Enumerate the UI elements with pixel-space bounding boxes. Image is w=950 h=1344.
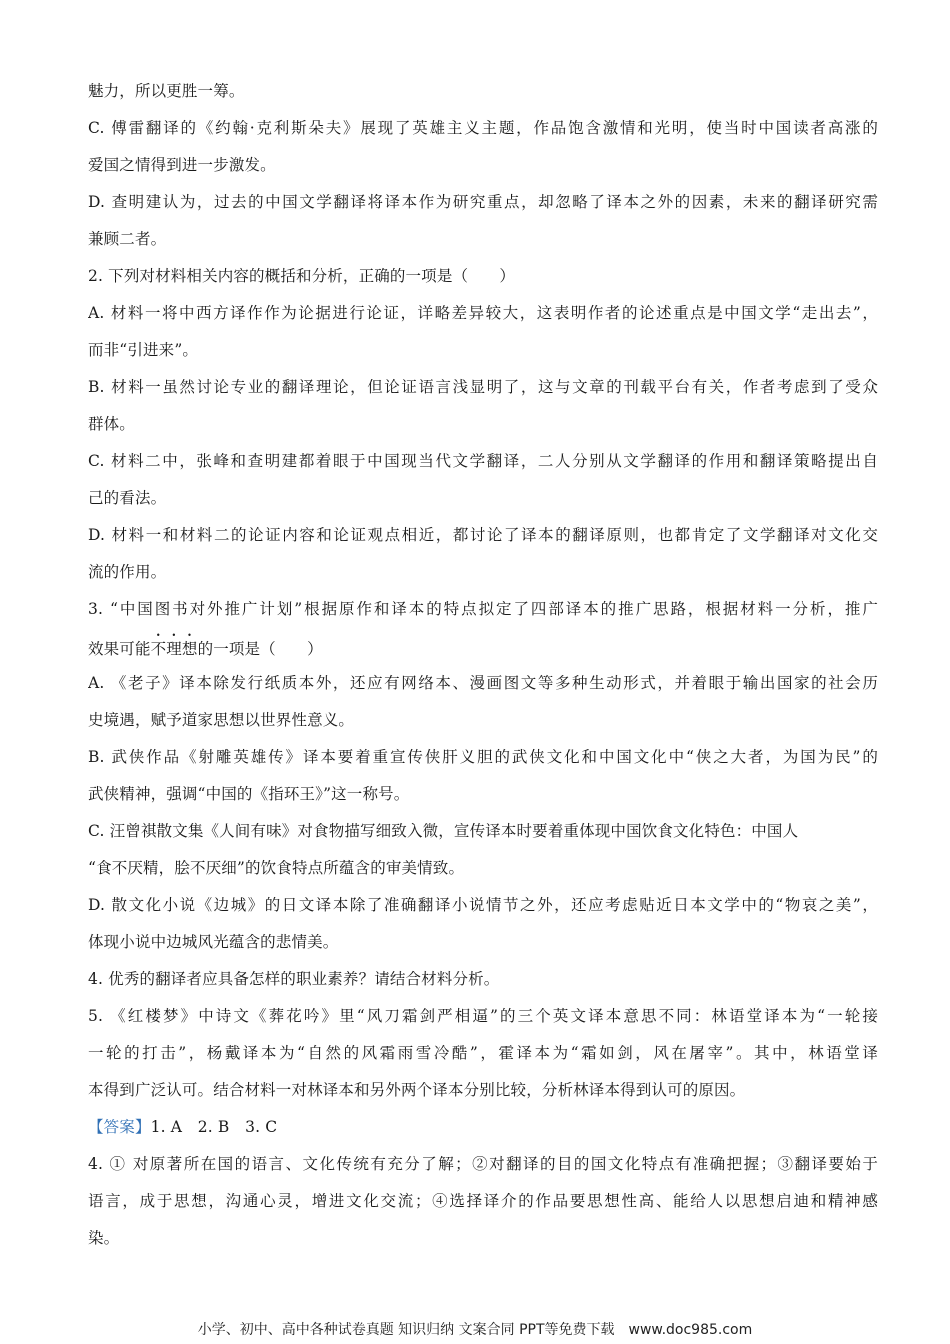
text-line: D. 查明建认为，过去的中国文学翻译将译本作为研究重点，却忽略了译本之外的因素，未来的翻译研究需 (88, 193, 878, 211)
page-footer: 小学、初中、高中各种试卷真题 知识归纳 文案合同 PPT等免费下载 www.doc985.com (197, 1322, 753, 1338)
question-2-stem: 2. 下列对材料相关内容的概括和分析，正确的一项是（ ） (88, 267, 516, 285)
text-line: D. 散文化小说《边城》的日文译本除了准确翻译小说情节之外，还应考虑贴近日本文学中的“物哀之美”， (88, 896, 878, 914)
text-line: “食不厌精，脍不厌细”的饮食特点所蕴含的审美情致。 (88, 859, 465, 877)
answer-tag: 【答案】 (88, 1118, 151, 1136)
question-4-stem: 4. 优秀的翻译者应具备怎样的职业素养？请结合材料分析。 (88, 970, 500, 988)
document-body (88, 76, 878, 1260)
text-line: 爱国之情得到进一步激发。 (88, 156, 276, 174)
answer-4-line: 4. ① 对原著所在国的语言、文化传统有充分了解；②对翻译的目的国文化特点有准确把握；③翻译要始于 (88, 1155, 878, 1173)
text-line: C. 材料二中，张峰和查明建都着眼于中国现当代文学翻译，二人分别从文学翻译的作用和翻译策略提出自 (88, 452, 878, 470)
question-3-stem: 3. “中国图书对外推广计划”根据原作和译本的特点拟定了四部译本的推广思路，根据材料一分析，推广 (88, 600, 878, 618)
question-5-stem: 5. 《红楼梦》中诗文《葬花吟》里“风刀霜剑严相逼”的三个英文译本意思不同：林语堂译本为“一轮接 (88, 1007, 878, 1025)
answer-4-line: 染。 (88, 1229, 120, 1247)
question-3-stem-continued (88, 631, 878, 668)
text-line: 流的作用。 (88, 563, 167, 581)
answer-line (88, 1112, 878, 1149)
text-line: A. 材料一将中西方译作作为论据进行论证，详略差异较大，这表明作者的论述重点是中国文学“走出去”， (88, 304, 878, 322)
text-line: B. 武侠作品《射雕英雄传》译本要着重宣传侠肝义胆的武侠文化和中国文化中“侠之大者，为国为民”的 (88, 748, 878, 766)
text-line: 而非“引进来”。 (88, 341, 199, 359)
text-line: A. 《老子》译本除发行纸质本外，还应有网络本、漫画图文等多种生动形式，并着眼于输出国家的社会历 (88, 674, 878, 692)
text-line: 体现小说中边城风光蕴含的悲情美。 (88, 933, 339, 951)
answer-4-line: 语言，成于思想，沟通心灵，增进文化交流；④选择译介的作品要思想性高、能给人以思想启迪和精神感 (88, 1192, 878, 1210)
text-line: 一轮的打击”，杨戴译本为“自然的风霜雨雪冷酷”，霍译本为“霜如剑，风在屠宰”。其中，林语堂译 (88, 1044, 878, 1062)
answer-text: 1. A 2. B 3. C (150, 1118, 278, 1136)
text-line: 群体。 (88, 415, 135, 433)
text-line: 本得到广泛认可。结合材料一对林译本和另外两个译本分别比较，分析林译本得到认可的原因。 (88, 1081, 746, 1099)
text-line: C. 傅雷翻译的《约翰·克利斯朵夫》展现了英雄主义主题，作品饱含激情和光明，使当时中国读者高涨的 (88, 119, 878, 137)
text-line: 兼顾二者。 (88, 230, 167, 248)
text-run: 效果可能 (88, 640, 151, 658)
text-line: 己的看法。 (88, 489, 167, 507)
text-line: 武侠精神，强调“中国的《指环王》”这一称号。 (88, 785, 410, 803)
text-line: D. 材料一和材料二的论证内容和论证观点相近，都讨论了译本的翻译原则，也都肯定了文学翻译对文化交 (88, 526, 878, 544)
text-line: 魅力，所以更胜一筹。 (88, 82, 245, 100)
text-line: 史境遇，赋予道家思想以世界性意义。 (88, 711, 355, 729)
text-run: 的一项是（ ） (197, 640, 323, 658)
text-line: C. 汪曾祺散文集《人间有味》对食物描写细致入微，宣传译本时要着重体现中国饮食文化特色：中国人 (88, 822, 799, 840)
emphasis-dotted-text: 不理想 (150, 640, 198, 658)
text-line: B. 材料一虽然讨论专业的翻译理论，但论证语言浅显明了，这与文章的刊载平台有关，作者考虑到了受众 (88, 378, 878, 396)
